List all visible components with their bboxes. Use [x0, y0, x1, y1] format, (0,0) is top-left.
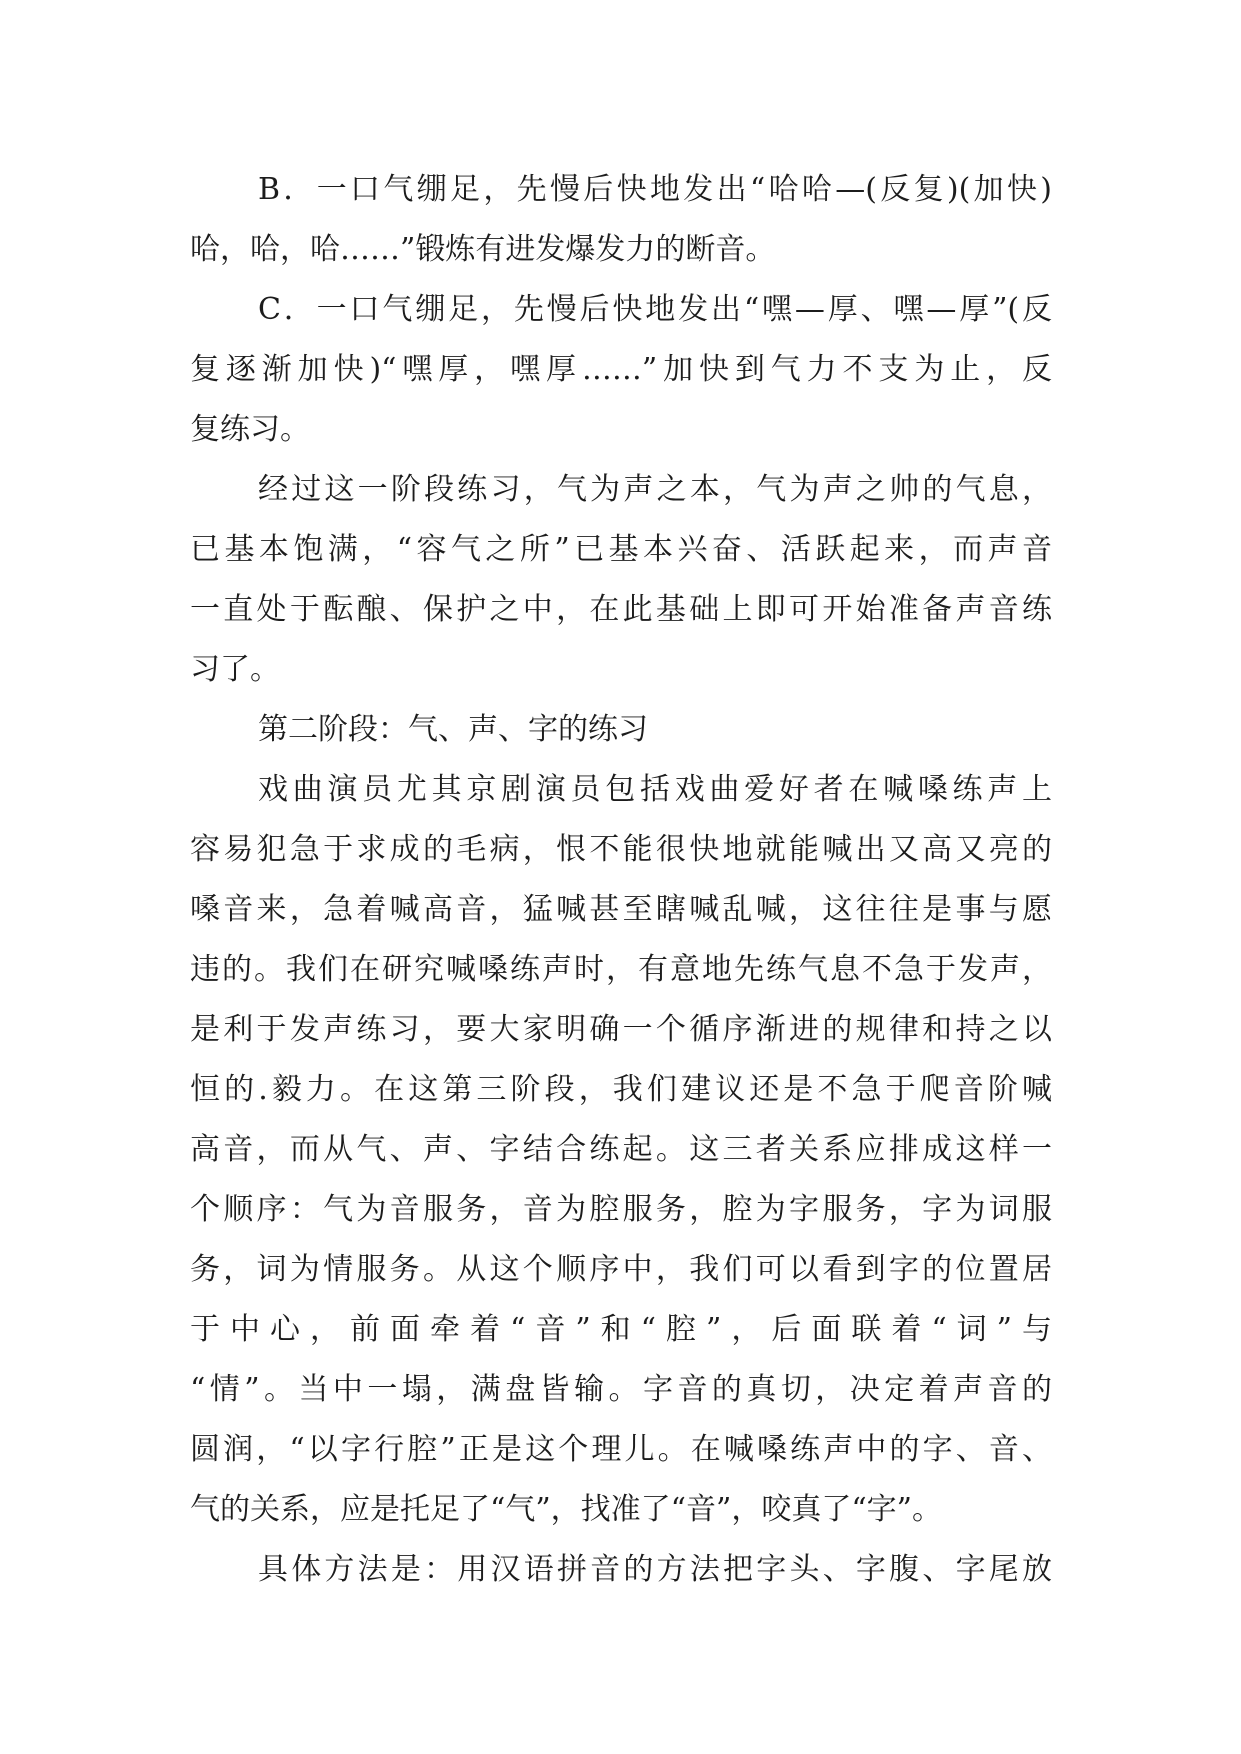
text-line: 复练习。: [190, 412, 310, 447]
paragraph: [190, 760, 1052, 1540]
text-line: 习了。: [190, 652, 280, 687]
text-line: 于中心，前面牵着“音”和“腔”，后面联着“词”与: [190, 1312, 1052, 1347]
text-line: 务，词为情服务。从这个顺序中，我们可以看到字的位置居: [190, 1252, 1052, 1287]
text-line: 嗓音来，急着喊高音，猛喊甚至瞎喊乱喊，这往往是事与愿: [190, 892, 1052, 927]
body-text: [190, 160, 1052, 1600]
text-line: 已基本饱满，“容气之所”已基本兴奋、活跃起来，而声音: [190, 532, 1052, 567]
text-line: 是利于发声练习，要大家明确一个循序渐进的规律和持之以: [190, 1012, 1052, 1047]
text-line: 违的。我们在研究喊嗓练声时，有意地先练气息不急于发声，: [190, 952, 1052, 987]
text-line: 圆润，“以字行腔”正是这个理儿。在喊嗓练声中的字、音、: [190, 1432, 1052, 1467]
text-line: 戏曲演员尤其京剧演员包括戏曲爱好者在喊嗓练声上: [258, 772, 1052, 807]
text-line: B．一口气绷足，先慢后快地发出“哈哈—(反复)(加快): [258, 172, 1052, 207]
text-line: C．一口气绷足，先慢后快地发出“嘿—厚、嘿—厚”(反: [258, 292, 1052, 327]
text-line: 恒的.毅力。在这第三阶段，我们建议还是不急于爬音阶喊: [190, 1072, 1052, 1107]
text-line: 一直处于酝酿、保护之中，在此基础上即可开始准备声音练: [190, 592, 1052, 627]
text-line: 第二阶段：气、声、字的练习: [258, 712, 648, 747]
text-line: 具体方法是：用汉语拼音的方法把字头、字腹、字尾放: [258, 1552, 1052, 1587]
paragraph: [190, 1540, 1052, 1600]
paragraph: [190, 460, 1052, 700]
paragraph: [190, 280, 1052, 460]
paragraph: [190, 160, 1052, 280]
text-line: 高音，而从气、声、字结合练起。这三者关系应排成这样一: [190, 1132, 1052, 1167]
text-line: “情”。当中一塌，满盘皆输。字音的真切，决定着声音的: [190, 1372, 1052, 1407]
paragraph: [190, 700, 1052, 760]
text-line: 经过这一阶段练习，气为声之本，气为声之帅的气息，: [258, 472, 1052, 507]
text-line: 容易犯急于求成的毛病，恨不能很快地就能喊出又高又亮的: [190, 832, 1052, 867]
text-line: 个顺序：气为音服务，音为腔服务，腔为字服务，字为词服: [190, 1192, 1052, 1227]
text-line: 哈，哈，哈……”锻炼有进发爆发力的断音。: [190, 232, 776, 267]
text-line: 复逐渐加快)“嘿厚，嘿厚……”加快到气力不支为止，反: [190, 352, 1052, 387]
text-line: 气的关系，应是托足了“气”，找准了“音”，咬真了“字”。: [190, 1492, 943, 1527]
